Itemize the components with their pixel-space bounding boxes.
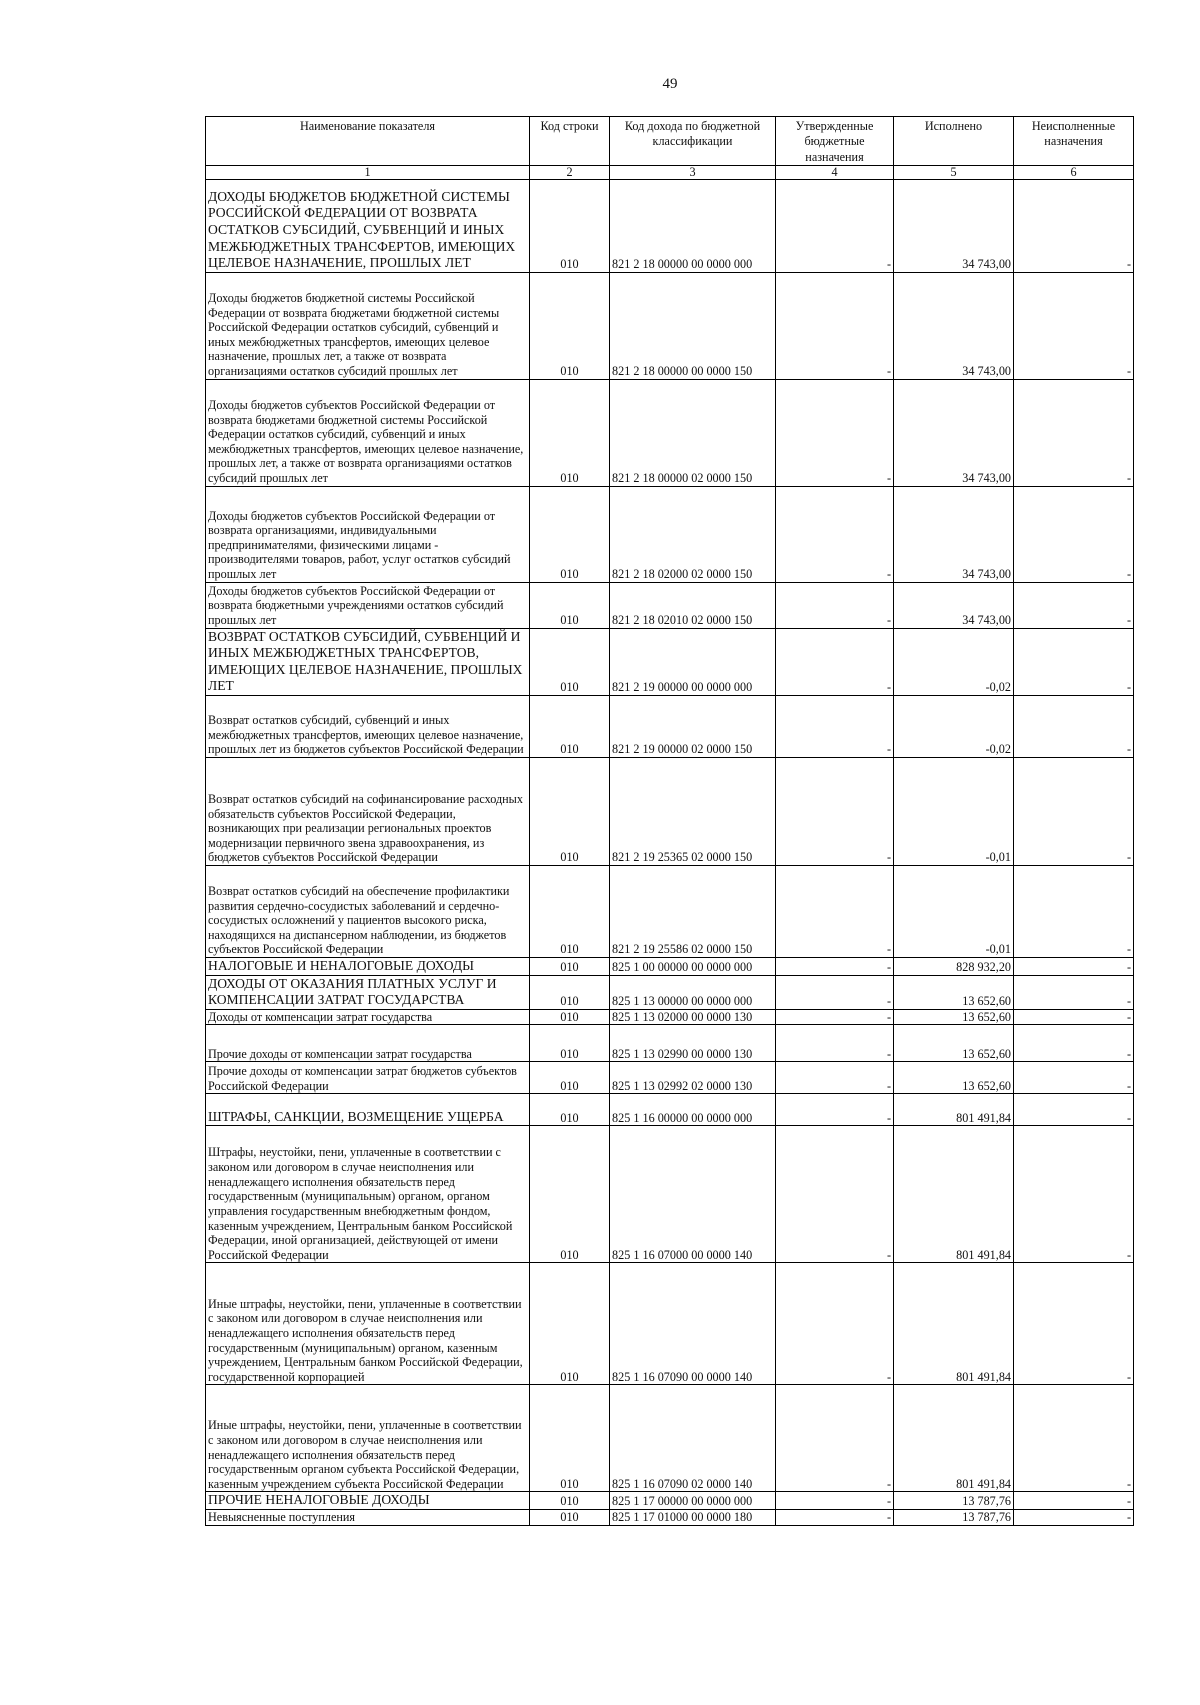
line-code-cell: [530, 1510, 610, 1526]
table-row: [206, 1263, 1134, 1385]
budget-classification-code-cell: [610, 628, 776, 695]
budget-classification-code-cell: [610, 1094, 776, 1126]
table-row: [206, 1385, 1134, 1492]
table-row: [206, 1510, 1134, 1526]
revenue-table: [205, 116, 1134, 1526]
budget-classification-code-cell: [610, 272, 776, 379]
approved-amount-cell: [776, 628, 894, 695]
line-code-cell: [530, 866, 610, 958]
approved-amount: -: [886, 1494, 891, 1509]
table-row: [206, 696, 1134, 758]
line-code: 010: [560, 742, 579, 757]
indicator-name-cell: [206, 1263, 530, 1385]
approved-amount-cell: [776, 1510, 894, 1526]
table-row: [206, 1062, 1134, 1094]
table-row: [206, 1126, 1134, 1263]
executed-amount-cell: [894, 628, 1014, 695]
budget-classification-code: 821 2 18 02000 02 0000 150: [612, 567, 753, 582]
approved-amount-cell: [776, 1009, 894, 1025]
line-code-cell: [530, 379, 610, 486]
indicator-name: Прочие доходы от компенсации затрат государства: [208, 1046, 472, 1061]
unexecuted-amount: -: [1126, 1078, 1131, 1093]
line-code: 010: [560, 680, 579, 695]
indicator-name: Возврат остатков субсидий, субвенций и иных межбюджетных трансфертов, имеющих целевое назначение, прошлых лет из бюджетов субъектов Российской Федерации: [208, 713, 524, 757]
header-approved: Утвержденные бюджетные назначения: [776, 117, 894, 166]
approved-amount: -: [886, 1009, 891, 1024]
budget-classification-code: 821 2 19 00000 00 0000 000: [612, 680, 753, 695]
table-body: [206, 179, 1134, 1525]
column-number: 1: [206, 165, 530, 179]
line-code-cell: [530, 696, 610, 758]
indicator-name-cell: [206, 975, 530, 1009]
approved-amount-cell: [776, 1492, 894, 1510]
indicator-name: Штрафы, неустойки, пени, уплаченные в соответствии с законом или договором в случае неисполнения или ненадлежащего исполнения обязательств перед государственным (муниципальным) органом, органом управления государственным внебюджетным фондом, казенным учреждением, Центральным банком Российской Федерации, иной организацией, действующей от имени Российской Федерации: [208, 1145, 513, 1262]
unexecuted-amount-cell: [1014, 696, 1134, 758]
approved-amount: -: [886, 960, 891, 974]
unexecuted-amount-cell: [1014, 379, 1134, 486]
executed-amount-cell: [894, 1126, 1014, 1263]
executed-amount: 801 491,84: [956, 1369, 1011, 1384]
line-code: 010: [560, 471, 579, 486]
approved-amount-cell: [776, 179, 894, 272]
executed-amount-cell: [894, 1094, 1014, 1126]
unexecuted-amount: -: [1126, 960, 1131, 974]
budget-classification-code: 825 1 13 02992 02 0000 130: [612, 1078, 753, 1093]
unexecuted-amount: -: [1126, 1046, 1131, 1061]
unexecuted-amount-cell: [1014, 1492, 1134, 1510]
line-code: 010: [560, 850, 579, 865]
executed-amount: 13 787,76: [962, 1510, 1011, 1525]
executed-amount: 13 652,60: [962, 994, 1011, 1009]
line-code-cell: [530, 272, 610, 379]
header-unexecuted: Неисполненные назначения: [1014, 117, 1134, 166]
executed-amount-cell: [894, 379, 1014, 486]
line-code-cell: [530, 1025, 610, 1062]
header-name: Наименование показателя: [206, 117, 530, 166]
unexecuted-amount-cell: [1014, 1126, 1134, 1263]
executed-amount-cell: [894, 486, 1014, 582]
unexecuted-amount-cell: [1014, 582, 1134, 628]
column-number: 4: [776, 165, 894, 179]
unexecuted-amount-cell: [1014, 1263, 1134, 1385]
approved-amount: -: [886, 680, 891, 695]
unexecuted-amount: -: [1126, 1494, 1131, 1509]
approved-amount: -: [886, 1369, 891, 1384]
executed-amount: -0,02: [985, 680, 1011, 695]
table-header: [206, 117, 1134, 180]
budget-classification-code-cell: [610, 1025, 776, 1062]
line-code-cell: [530, 975, 610, 1009]
indicator-name: Доходы от компенсации затрат государства: [208, 1009, 433, 1024]
table-row: [206, 179, 1134, 272]
budget-classification-code: 821 2 19 25586 02 0000 150: [612, 942, 753, 957]
executed-amount-cell: [894, 179, 1014, 272]
budget-classification-code-cell: [610, 1009, 776, 1025]
budget-classification-code-cell: [610, 379, 776, 486]
line-code: 010: [560, 1369, 579, 1384]
line-code-cell: [530, 1263, 610, 1385]
budget-classification-code: 825 1 13 02990 00 0000 130: [612, 1046, 753, 1061]
budget-classification-code-cell: [610, 1263, 776, 1385]
budget-classification-code-cell: [610, 696, 776, 758]
approved-amount-cell: [776, 1263, 894, 1385]
table-row: [206, 272, 1134, 379]
line-code-cell: [530, 1009, 610, 1025]
approved-amount: -: [886, 942, 891, 957]
budget-classification-code-cell: [610, 866, 776, 958]
table-row: [206, 1025, 1134, 1062]
header-budget-code: Код дохода по бюджетной классификации: [610, 117, 776, 166]
approved-amount: -: [886, 567, 891, 582]
unexecuted-amount: -: [1126, 742, 1131, 757]
executed-amount: 13 652,60: [962, 1078, 1011, 1093]
executed-amount: 34 743,00: [962, 257, 1011, 272]
indicator-name: Доходы бюджетов субъектов Российской Федерации от возврата бюджетами бюджетной системы Российской Федерации остатков субсидий, субвенций и иных межбюджетных трансфертов, имеющих целевое назначение, прошлых лет, а также от возврата организациями остатков субсидий прошлых лет: [208, 397, 524, 486]
indicator-name-cell: [206, 758, 530, 866]
approved-amount-cell: [776, 1126, 894, 1263]
indicator-name: Иные штрафы, неустойки, пени, уплаченные в соответствии с законом или договором в случае неисполнения или ненадлежащего исполнения обязательств перед государственным (муниципальным) органом, казенным учреждением, Центральным банком Российской Федерации, государственной корпорацией: [208, 1296, 523, 1384]
approved-amount-cell: [776, 975, 894, 1009]
executed-amount-cell: [894, 1492, 1014, 1510]
indicator-name-cell: [206, 958, 530, 976]
budget-classification-code: 825 1 16 07090 02 0000 140: [612, 1476, 753, 1491]
approved-amount: -: [886, 364, 891, 379]
indicator-name-cell: [206, 179, 530, 272]
line-code-cell: [530, 758, 610, 866]
executed-amount: -0,02: [985, 742, 1011, 757]
executed-amount: 34 743,00: [962, 613, 1011, 628]
budget-classification-code-cell: [610, 1126, 776, 1263]
budget-classification-code-cell: [610, 1385, 776, 1492]
approved-amount: -: [886, 1110, 891, 1125]
approved-amount: -: [886, 471, 891, 486]
budget-classification-code: 821 2 19 00000 02 0000 150: [612, 742, 753, 757]
table-row: [206, 1094, 1134, 1126]
table-row: [206, 1009, 1134, 1025]
budget-classification-code: 825 1 17 01000 00 0000 180: [612, 1510, 753, 1525]
unexecuted-amount: -: [1126, 1247, 1131, 1262]
approved-amount-cell: [776, 758, 894, 866]
approved-amount: -: [886, 613, 891, 628]
budget-classification-code: 821 2 18 00000 02 0000 150: [612, 471, 753, 486]
line-code-cell: [530, 486, 610, 582]
unexecuted-amount: -: [1126, 942, 1131, 957]
executed-amount-cell: [894, 1263, 1014, 1385]
executed-amount: 34 743,00: [962, 471, 1011, 486]
approved-amount-cell: [776, 1062, 894, 1094]
unexecuted-amount-cell: [1014, 1062, 1134, 1094]
unexecuted-amount: -: [1126, 994, 1131, 1009]
executed-amount-cell: [894, 866, 1014, 958]
line-code-cell: [530, 1126, 610, 1263]
line-code: 010: [560, 1247, 579, 1262]
header-line-code: Код строки: [530, 117, 610, 166]
unexecuted-amount-cell: [1014, 1510, 1134, 1526]
budget-classification-code-cell: [610, 1510, 776, 1526]
unexecuted-amount: -: [1126, 364, 1131, 379]
unexecuted-amount-cell: [1014, 1385, 1134, 1492]
budget-classification-code: 825 1 17 00000 00 0000 000: [612, 1494, 753, 1509]
unexecuted-amount: -: [1126, 680, 1131, 695]
budget-classification-code-cell: [610, 582, 776, 628]
header-row: [206, 117, 1134, 166]
unexecuted-amount-cell: [1014, 866, 1134, 958]
executed-amount-cell: [894, 1025, 1014, 1062]
executed-amount: 801 491,84: [956, 1476, 1011, 1491]
unexecuted-amount-cell: [1014, 1094, 1134, 1126]
indicator-name-cell: [206, 379, 530, 486]
executed-amount-cell: [894, 1510, 1014, 1526]
executed-amount-cell: [894, 272, 1014, 379]
approved-amount: -: [886, 850, 891, 865]
indicator-name: Возврат остатков субсидий на обеспечение профилактики развития сердечно-сосудистых заболеваний и сердечно-сосудистых осложнений у пациентов высокого риска, находящихся на диспансерном наблюдении, из бюджетов субъектов Российской Федерации: [208, 883, 510, 957]
unexecuted-amount-cell: [1014, 272, 1134, 379]
executed-amount: 13 652,60: [962, 1009, 1011, 1024]
unexecuted-amount-cell: [1014, 1009, 1134, 1025]
indicator-name-cell: [206, 1492, 530, 1510]
line-code: 010: [560, 567, 579, 582]
unexecuted-amount: -: [1126, 613, 1131, 628]
column-number: 3: [610, 165, 776, 179]
line-code-cell: [530, 1385, 610, 1492]
line-code: 010: [560, 1078, 579, 1093]
budget-classification-code-cell: [610, 486, 776, 582]
unexecuted-amount: -: [1126, 567, 1131, 582]
executed-amount: 801 491,84: [956, 1247, 1011, 1262]
budget-classification-code: 825 1 16 00000 00 0000 000: [612, 1110, 753, 1125]
indicator-name-cell: [206, 1009, 530, 1025]
unexecuted-amount-cell: [1014, 975, 1134, 1009]
budget-classification-code: 825 1 13 02000 00 0000 130: [612, 1009, 753, 1024]
line-code: 010: [560, 1009, 579, 1024]
line-code: 010: [560, 960, 579, 974]
line-code: 010: [560, 942, 579, 957]
budget-classification-code-cell: [610, 958, 776, 976]
unexecuted-amount: -: [1126, 257, 1131, 272]
approved-amount-cell: [776, 1385, 894, 1492]
line-code: 010: [560, 1110, 579, 1125]
unexecuted-amount: -: [1126, 850, 1131, 865]
indicator-name: ДОХОДЫ БЮДЖЕТОВ БЮДЖЕТНОЙ СИСТЕМЫ РОССИЙСКОЙ ФЕДЕРАЦИИ ОТ ВОЗВРАТА ОСТАТКОВ СУБСИДИЙ, СУБВЕНЦИЙ И ИНЫХ МЕЖБЮДЖЕТНЫХ ТРАНСФЕРТОВ, ИМЕЮЩИХ ЦЕЛЕВОЕ НАЗНАЧЕНИЕ, ПРОШЛЫХ ЛЕТ: [208, 188, 516, 271]
executed-amount-cell: [894, 1385, 1014, 1492]
line-code: 010: [560, 1494, 579, 1509]
approved-amount-cell: [776, 379, 894, 486]
executed-amount: 13 787,76: [962, 1494, 1011, 1509]
indicator-name-cell: [206, 628, 530, 695]
table-row: [206, 1492, 1134, 1510]
line-code: 010: [560, 994, 579, 1009]
unexecuted-amount-cell: [1014, 486, 1134, 582]
indicator-name-cell: [206, 272, 530, 379]
executed-amount-cell: [894, 1062, 1014, 1094]
executed-amount: -0,01: [985, 942, 1011, 957]
approved-amount-cell: [776, 1025, 894, 1062]
indicator-name: Доходы бюджетов субъектов Российской Федерации от возврата бюджетными учреждениями остатков субсидий прошлых лет: [208, 583, 504, 628]
indicator-name: Прочие доходы от компенсации затрат бюджетов субъектов Российской Федерации: [208, 1064, 517, 1093]
budget-classification-code-cell: [610, 975, 776, 1009]
approved-amount: -: [886, 994, 891, 1009]
line-code-cell: [530, 582, 610, 628]
line-code-cell: [530, 1094, 610, 1126]
budget-classification-code: 821 2 18 00000 00 0000 000: [612, 257, 753, 272]
line-code-cell: [530, 628, 610, 695]
indicator-name-cell: [206, 1062, 530, 1094]
executed-amount-cell: [894, 975, 1014, 1009]
table-row: [206, 758, 1134, 866]
approved-amount-cell: [776, 696, 894, 758]
table-row: [206, 958, 1134, 976]
unexecuted-amount: -: [1126, 471, 1131, 486]
page-number: 49: [662, 76, 678, 92]
unexecuted-amount: -: [1126, 1110, 1131, 1125]
executed-amount: 828 932,20: [956, 960, 1011, 974]
approved-amount-cell: [776, 486, 894, 582]
approved-amount: -: [886, 1510, 891, 1525]
budget-classification-code: 825 1 16 07000 00 0000 140: [612, 1247, 753, 1262]
budget-classification-code: 825 1 16 07090 00 0000 140: [612, 1369, 753, 1384]
indicator-name-cell: [206, 1126, 530, 1263]
budget-classification-code-cell: [610, 758, 776, 866]
column-number: 2: [530, 165, 610, 179]
approved-amount-cell: [776, 958, 894, 976]
executed-amount-cell: [894, 1009, 1014, 1025]
indicator-name: Иные штрафы, неустойки, пени, уплаченные в соответствии с законом или договором в случае неисполнения или ненадлежащего исполнения обязательств перед государственным органом субъекта Российской Федерации, казенным учреждением субъекта Российской Федерации: [208, 1418, 522, 1491]
budget-classification-code-cell: [610, 1062, 776, 1094]
indicator-name-cell: [206, 486, 530, 582]
indicator-name: Доходы бюджетов субъектов Российской Федерации от возврата организациями, индивидуальными предпринимателями, физическими лицами - производителями товаров, работ, услуг остатков субсидий прошлых лет: [208, 508, 511, 582]
approved-amount: -: [886, 1078, 891, 1093]
indicator-name: ДОХОДЫ ОТ ОКАЗАНИЯ ПЛАТНЫХ УСЛУГ И КОМПЕНСАЦИИ ЗАТРАТ ГОСУДАРСТВА: [208, 975, 497, 1008]
budget-classification-code: 825 1 13 00000 00 0000 000: [612, 994, 753, 1009]
indicator-name-cell: [206, 1094, 530, 1126]
approved-amount-cell: [776, 1094, 894, 1126]
indicator-name-cell: [206, 866, 530, 958]
unexecuted-amount-cell: [1014, 628, 1134, 695]
indicator-name: Невыясненные поступления: [208, 1510, 356, 1525]
table-row: [206, 486, 1134, 582]
line-code: 010: [560, 364, 579, 379]
budget-classification-code: 825 1 00 00000 00 0000 000: [612, 960, 753, 974]
budget-classification-code-cell: [610, 1492, 776, 1510]
line-code-cell: [530, 179, 610, 272]
budget-classification-code: 821 2 18 00000 00 0000 150: [612, 364, 753, 379]
approved-amount: -: [886, 742, 891, 757]
budget-classification-code-cell: [610, 179, 776, 272]
indicator-name-cell: [206, 696, 530, 758]
unexecuted-amount-cell: [1014, 179, 1134, 272]
line-code-cell: [530, 1492, 610, 1510]
indicator-name-cell: [206, 1510, 530, 1526]
executed-amount: 34 743,00: [962, 364, 1011, 379]
indicator-name: ШТРАФЫ, САНКЦИИ, ВОЗМЕЩЕНИЕ УЩЕРБА: [208, 1108, 504, 1124]
line-code: 010: [560, 1510, 579, 1525]
line-code: 010: [560, 257, 579, 272]
budget-classification-code: 821 2 19 25365 02 0000 150: [612, 850, 753, 865]
table-row: [206, 628, 1134, 695]
unexecuted-amount-cell: [1014, 758, 1134, 866]
unexecuted-amount: -: [1126, 1476, 1131, 1491]
line-code: 010: [560, 613, 579, 628]
table-row: [206, 582, 1134, 628]
indicator-name: НАЛОГОВЫЕ И НЕНАЛОГОВЫЕ ДОХОДЫ: [208, 958, 475, 974]
line-code: 010: [560, 1046, 579, 1061]
executed-amount: 801 491,84: [956, 1110, 1011, 1125]
header-executed: Исполнено: [894, 117, 1014, 166]
table-row: [206, 975, 1134, 1009]
line-code-cell: [530, 958, 610, 976]
executed-amount-cell: [894, 758, 1014, 866]
executed-amount-cell: [894, 958, 1014, 976]
executed-amount: 34 743,00: [962, 567, 1011, 582]
unexecuted-amount-cell: [1014, 958, 1134, 976]
column-number: 6: [1014, 165, 1134, 179]
indicator-name: ПРОЧИЕ НЕНАЛОГОВЫЕ ДОХОДЫ: [208, 1492, 430, 1508]
indicator-name-cell: [206, 582, 530, 628]
indicator-name: Доходы бюджетов бюджетной системы Российской Федерации от возврата бюджетами бюджетной системы Российской Федерации остатков субсидий, субвенций и иных межбюджетных трансфертов, имеющих целевое назначение, прошлых лет, а также от возврата организациями остатков субсидий прошлых лет: [208, 290, 500, 379]
executed-amount: -0,01: [985, 850, 1011, 865]
indicator-name: Возврат остатков субсидий на софинансирование расходных обязательств субъектов Российской Федерации, возникающих при реализации региональных проектов модернизации первичного звена здравоохранения, из бюджетов субъектов Российской Федерации: [208, 791, 523, 865]
approved-amount: -: [886, 1247, 891, 1262]
table-row: [206, 379, 1134, 486]
approved-amount-cell: [776, 866, 894, 958]
unexecuted-amount: -: [1126, 1009, 1131, 1024]
budget-classification-code: 821 2 18 02010 02 0000 150: [612, 613, 753, 628]
unexecuted-amount-cell: [1014, 1025, 1134, 1062]
executed-amount-cell: [894, 582, 1014, 628]
line-code-cell: [530, 1062, 610, 1094]
approved-amount-cell: [776, 582, 894, 628]
approved-amount-cell: [776, 272, 894, 379]
executed-amount: 13 652,60: [962, 1046, 1011, 1061]
table-row: [206, 866, 1134, 958]
approved-amount: -: [886, 1476, 891, 1491]
unexecuted-amount: -: [1126, 1369, 1131, 1384]
indicator-name-cell: [206, 1385, 530, 1492]
line-code: 010: [560, 1476, 579, 1491]
approved-amount: -: [886, 1046, 891, 1061]
approved-amount: -: [886, 257, 891, 272]
column-number: 5: [894, 165, 1014, 179]
column-number-row: [206, 165, 1134, 179]
unexecuted-amount: -: [1126, 1510, 1131, 1525]
indicator-name-cell: [206, 1025, 530, 1062]
indicator-name: ВОЗВРАТ ОСТАТКОВ СУБСИДИЙ, СУБВЕНЦИЙ И ИНЫХ МЕЖБЮДЖЕТНЫХ ТРАНСФЕРТОВ, ИМЕЮЩИХ ЦЕЛЕВОЕ НАЗНАЧЕНИЕ, ПРОШЛЫХ ЛЕТ: [208, 628, 523, 694]
executed-amount-cell: [894, 696, 1014, 758]
